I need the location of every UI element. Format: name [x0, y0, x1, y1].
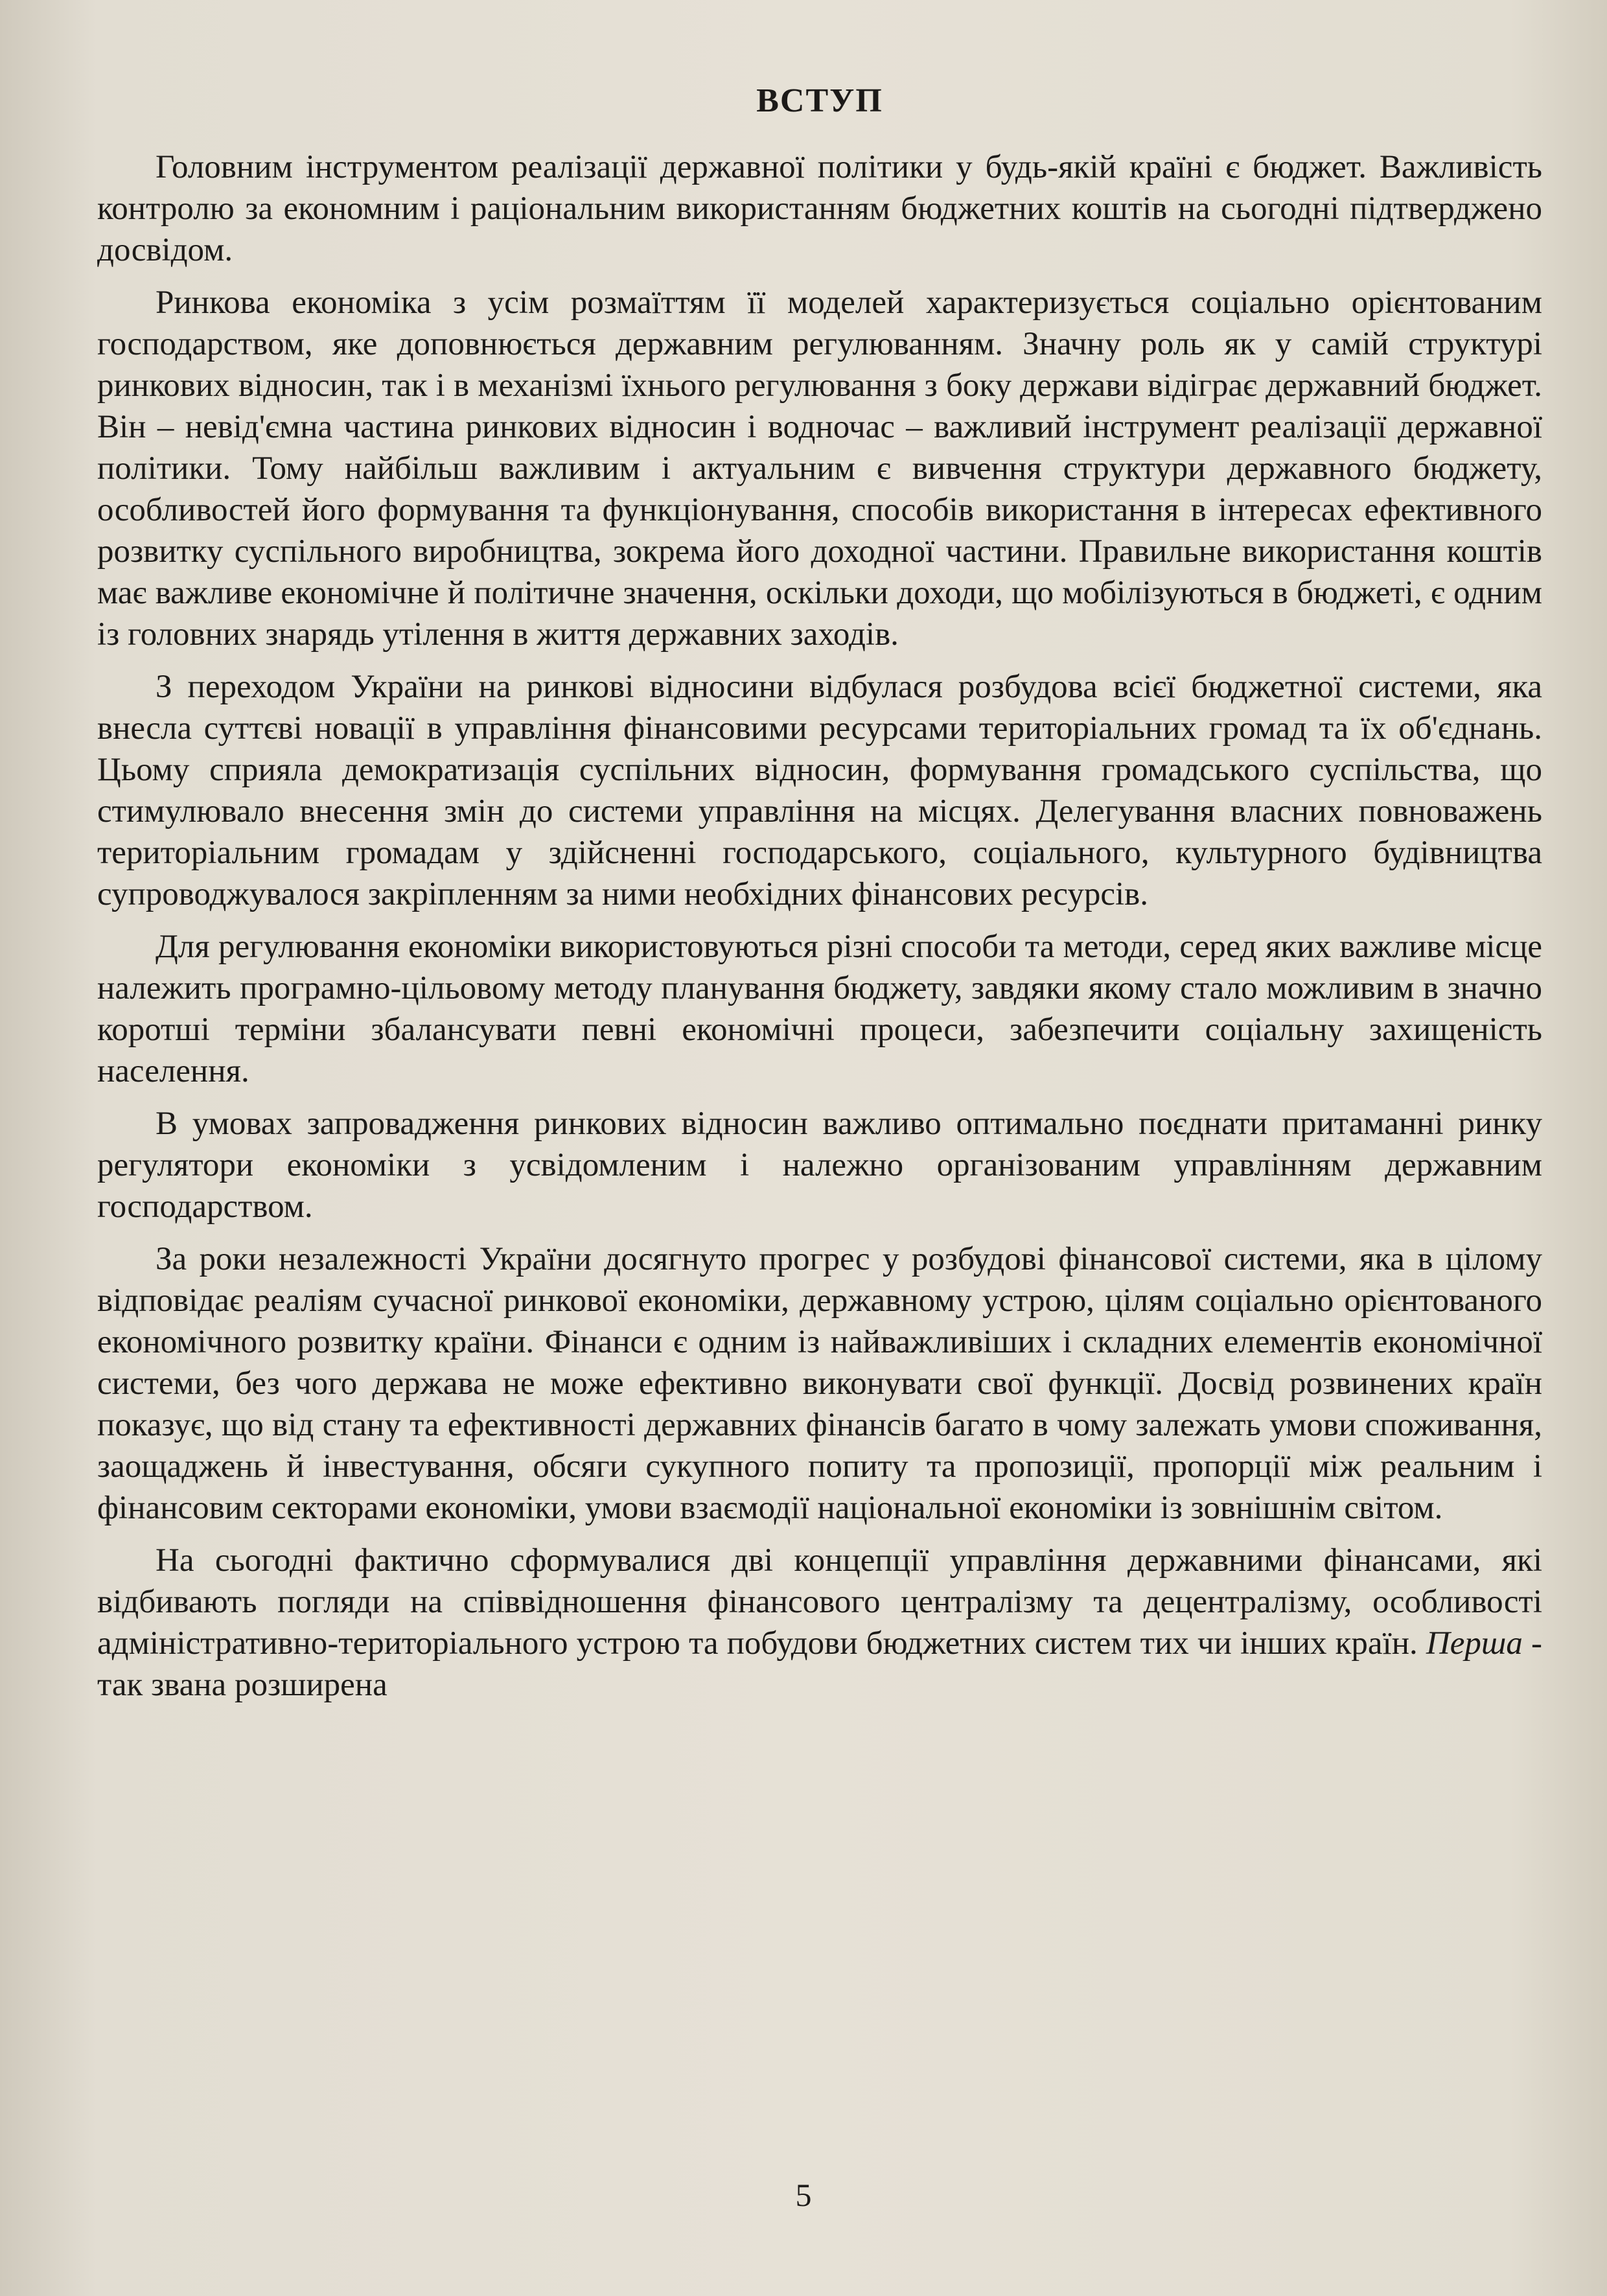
- paragraph-7-text: На сьогодні фактично сформувалися дві концепції управління державними фінансами, які відбивають погляди на співвідношення фінансового централізму та децентралізму, особливості адміністративно-територіального устрою та побудови бюджетних систем тих чи інших країн.: [97, 1542, 1542, 1662]
- paragraph-2: Ринкова економіка з усім розмаїттям її моделей характеризується соціально орієнтованим господарством, яке доповнюється державним регулюванням. Значну роль як у самій структурі ринкових відносин, так і в механізмі їхнього регулювання з боку держави відіграє державний бюджет. Він – невід'ємна частина ринкових відносин і водночас – важливий інструмент реалізації державної політики. Тому найбільш важливим і актуальним є вивчення структури державного бюджету, особливостей його формування та функціонування, способів використання в інтересах ефективного розвитку суспільного виробництва, зокрема його доходної частини. Правильне використання коштів має важливе економічне й політичне значення, оскільки доходи, що мобілізуються в бюджеті, є одним із головних знарядь утілення в життя державних заходів.: [97, 284, 1542, 653]
- emphasis-first: Перша: [1426, 1625, 1523, 1662]
- paragraph-7: [97, 1540, 1542, 1706]
- page-title: ВСТУП: [756, 82, 883, 119]
- paragraph-3: З переходом України на ринкові відносини відбулася розбудова всієї бюджетної системи, яка внесла суттєві новації в управління фінансовими ресурсами територіальних громад та їх об'єднань. Цьому сприяла демократизація суспільних відносин, формування громадського суспільства, що стимулювало внесення змін до системи управління на місцях. Делегування власних повноважень територіальним громадам у здійсненні господарського, соціального, культурного будівництва супроводжувалося закріпленням за ними необхідних фінансових ресурсів.: [97, 669, 1542, 912]
- paragraph-6: За роки незалежності України досягнуто прогрес у розбудові фінансової системи, яка в цілому відповідає реаліям сучасної ринкової економіки, державному устрою, цілям соціально орієнтованого економічного розвитку країни. Фінанси є одним із найважливіших і складних елементів економічної системи, без чого держава не може ефективно виконувати свої функції. Досвід розвинених країн показує, що від стану та ефективності державних фінансів багато в чому залежать умови споживання, заощаджень й інвестування, обсяги сукупного попиту та пропозиції, пропорції між реальним і фінансовим секторами економіки, умови взаємодії національної економіки із зовнішнім світом.: [97, 1241, 1542, 1526]
- paragraph-1: Головним інструментом реалізації державної політики у будь-якій країні є бюджет. Важливість контролю за економним і раціональним використанням бюджетних коштів на сьогодні підтверджено досвідом.: [97, 149, 1542, 268]
- page-body: [97, 84, 1542, 1717]
- paragraph-5: В умовах запровадження ринкових відносин важливо оптимально поєднати притаманні ринку регулятори економіки з усвідомленим і належно організованим управлінням державним господарством.: [97, 1106, 1542, 1225]
- page-number: 5: [795, 2177, 812, 2213]
- paragraph-7-continuation: - так звана розширена: [97, 1625, 1542, 1703]
- paragraph-4: Для регулювання економіки використовуються різні способи та методи, серед яких важливе місце належить програмно-цільовому методу планування бюджету, завдяки якому стало можливим в значно коротші терміни збалансувати певні економічні процеси, забезпечити соціальну захищеність населення.: [97, 929, 1542, 1089]
